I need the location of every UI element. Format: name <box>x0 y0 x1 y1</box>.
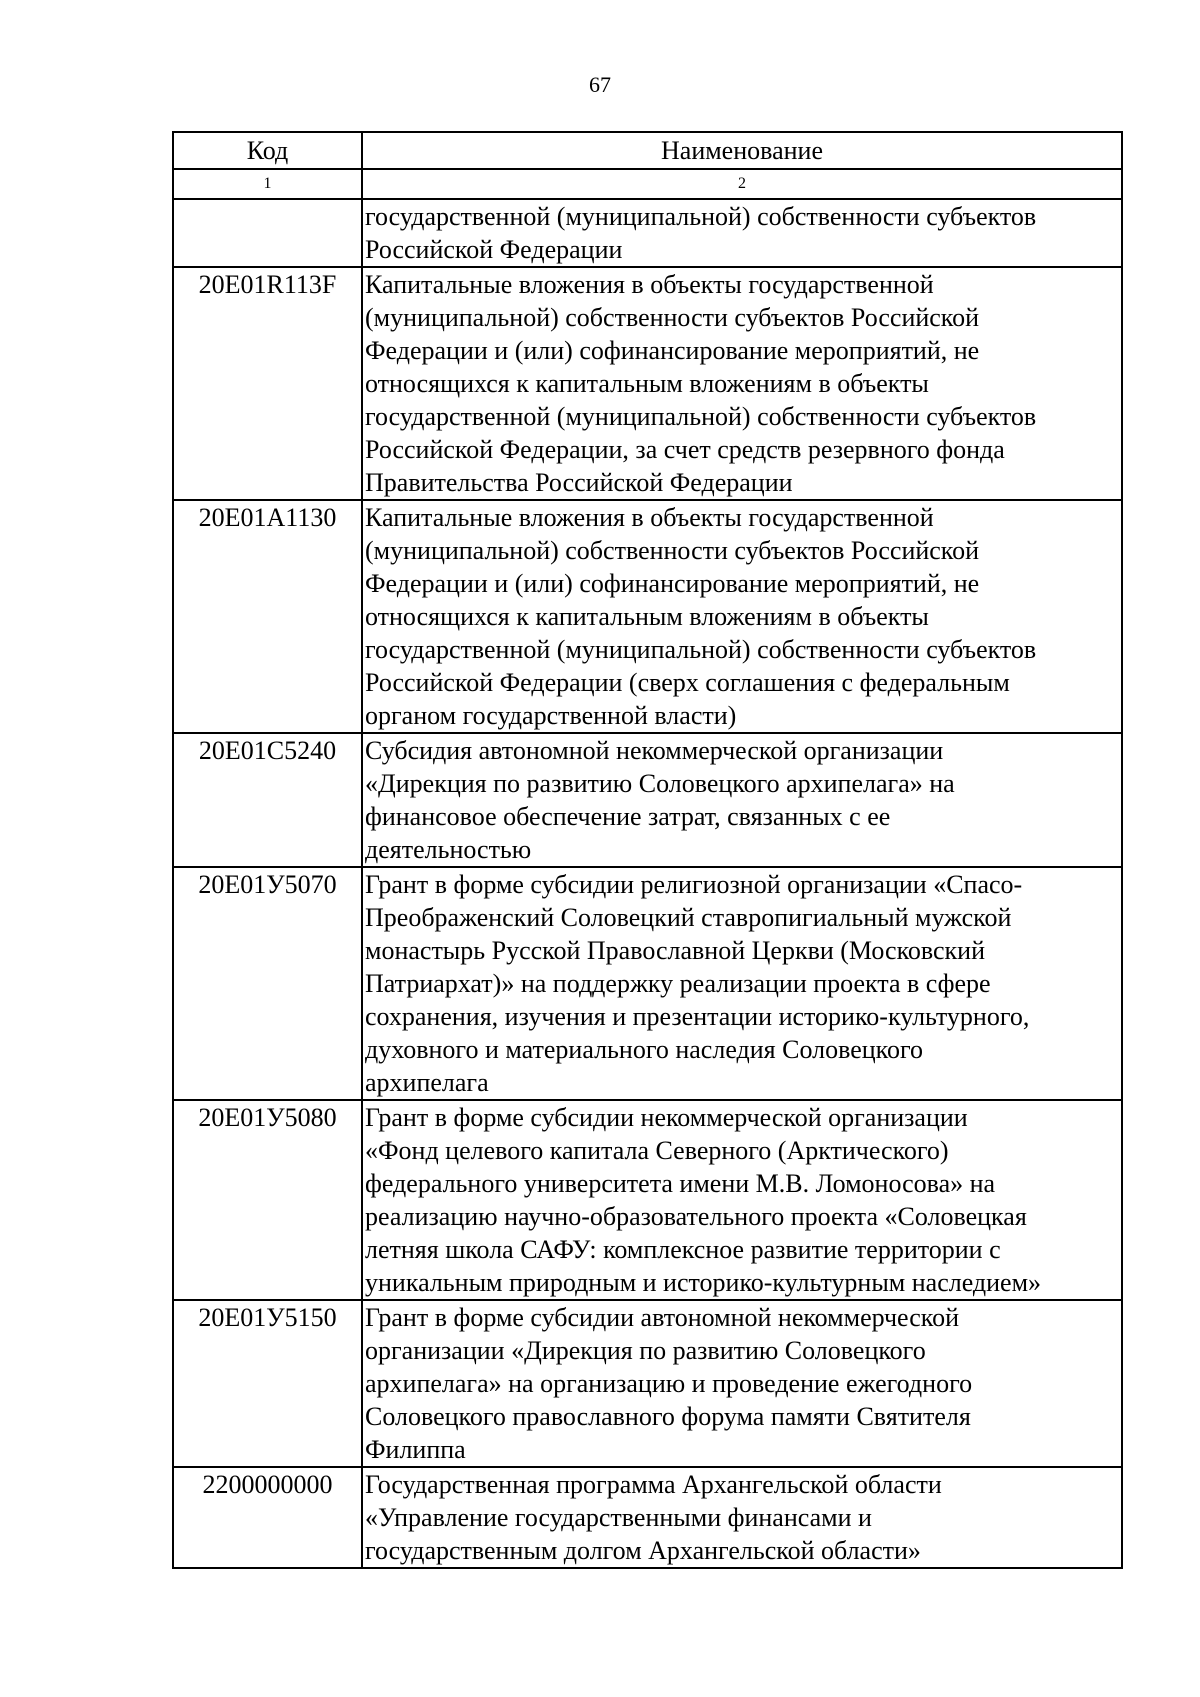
row-name-line: уникальным природным и историко-культурным наследием» <box>365 1268 1042 1297</box>
row-name-line: (муниципальной) собственности субъектов Российской <box>365 303 980 332</box>
row-name-line: Правительства Российской Федерации <box>365 468 793 497</box>
row-name-line: Патриархат)» на поддержку реализации проекта в сфере <box>365 969 991 998</box>
row-name-line: духовного и материального наследия Соловецкого <box>365 1035 923 1064</box>
row-name-line: органом государственной власти) <box>365 701 737 730</box>
row-name-line: Грант в форме субсидии автономной некоммерческой <box>365 1303 960 1332</box>
column-number-row <box>173 169 1122 199</box>
row-name-line: организации «Дирекция по развитию Соловецкого <box>365 1336 926 1365</box>
row-name <box>362 199 1122 267</box>
table-row <box>173 500 1122 733</box>
row-name-line: федерального университета имени М.В. Ломоносова» на <box>365 1169 996 1198</box>
page-number: 67 <box>589 72 611 97</box>
row-name-line: государственной (муниципальной) собственности субъектов <box>365 402 1037 431</box>
column-number-name: 2 <box>362 169 1122 199</box>
row-code: 20E01У5150 <box>173 1300 362 1467</box>
row-name-line: «Фонд целевого капитала Северного (Арктического) <box>365 1136 949 1165</box>
row-name-line: Преображенский Соловецкий ставропигиальный мужской <box>365 903 1012 932</box>
row-name <box>362 500 1122 733</box>
table-row <box>173 733 1122 867</box>
row-name-line: архипелага <box>365 1068 489 1097</box>
column-number-code: 1 <box>173 169 362 199</box>
row-name-line: реализацию научно-образовательного проекта «Соловецкая <box>365 1202 1027 1231</box>
row-name-line: государственной (муниципальной) собственности субъектов <box>365 202 1037 231</box>
row-name <box>362 1300 1122 1467</box>
row-name-line: государственной (муниципальной) собственности субъектов <box>365 635 1037 664</box>
row-name-line: летняя школа САФУ: комплексное развитие территории с <box>365 1235 1001 1264</box>
row-name-line: государственным долгом Архангельской области» <box>365 1536 921 1565</box>
row-name <box>362 1467 1122 1568</box>
header-name: Наименование <box>362 132 1122 169</box>
row-name-line: «Управление государственными финансами и <box>365 1503 872 1532</box>
row-code <box>173 199 362 267</box>
row-name-line: (муниципальной) собственности субъектов Российской <box>365 536 980 565</box>
row-name-line: Российской Федерации <box>365 235 623 264</box>
row-name-line: финансовое обеспечение затрат, связанных с ее <box>365 802 891 831</box>
row-name-line: Соловецкого православного форума памяти Святителя <box>365 1402 971 1431</box>
header-code: Код <box>173 132 362 169</box>
row-name-line: Грант в форме субсидии некоммерческой организации <box>365 1103 968 1132</box>
row-name <box>362 733 1122 867</box>
budget-code-table <box>172 131 1123 1569</box>
row-name-line: сохранения, изучения и презентации историко-культурного, <box>365 1002 1030 1031</box>
row-name-line: Российской Федерации, за счет средств резервного фонда <box>365 435 1005 464</box>
row-code: 20E01R113F <box>173 267 362 500</box>
table-row <box>173 1467 1122 1568</box>
table-row <box>173 199 1122 267</box>
table-row <box>173 1300 1122 1467</box>
row-code: 2200000000 <box>173 1467 362 1568</box>
header-row <box>173 132 1122 169</box>
row-name <box>362 267 1122 500</box>
row-name-line: Капитальные вложения в объекты государственной <box>365 270 934 299</box>
row-name <box>362 1100 1122 1300</box>
row-name-line: Государственная программа Архангельской области <box>365 1470 942 1499</box>
row-name-line: Федерации и (или) софинансирование мероприятий, не <box>365 569 980 598</box>
row-name-line: Субсидия автономной некоммерческой организации <box>365 736 944 765</box>
row-name-line: Грант в форме субсидии религиозной организации «Спасо- <box>365 870 1023 899</box>
table-row <box>173 267 1122 500</box>
row-name-line: Российской Федерации (сверх соглашения с федеральным <box>365 668 1010 697</box>
row-code: 20E01A1130 <box>173 500 362 733</box>
row-name-line: архипелага» на организацию и проведение ежегодного <box>365 1369 973 1398</box>
row-name-line: относящихся к капитальным вложениям в объекты <box>365 369 929 398</box>
row-code: 20E01C5240 <box>173 733 362 867</box>
table-row <box>173 1100 1122 1300</box>
row-name-line: Филиппа <box>365 1435 466 1464</box>
row-name-line: относящихся к капитальным вложениям в объекты <box>365 602 929 631</box>
row-name-line: монастырь Русской Православной Церкви (Московский <box>365 936 986 965</box>
row-name-line: деятельностью <box>365 835 532 864</box>
row-name-line: «Дирекция по развитию Соловецкого архипелага» на <box>365 769 955 798</box>
row-name <box>362 867 1122 1100</box>
table-body <box>173 199 1122 1568</box>
row-code: 20E01У5070 <box>173 867 362 1100</box>
row-name-line: Федерации и (или) софинансирование мероприятий, не <box>365 336 980 365</box>
row-code: 20E01У5080 <box>173 1100 362 1300</box>
table-row <box>173 867 1122 1100</box>
row-name-line: Капитальные вложения в объекты государственной <box>365 503 934 532</box>
